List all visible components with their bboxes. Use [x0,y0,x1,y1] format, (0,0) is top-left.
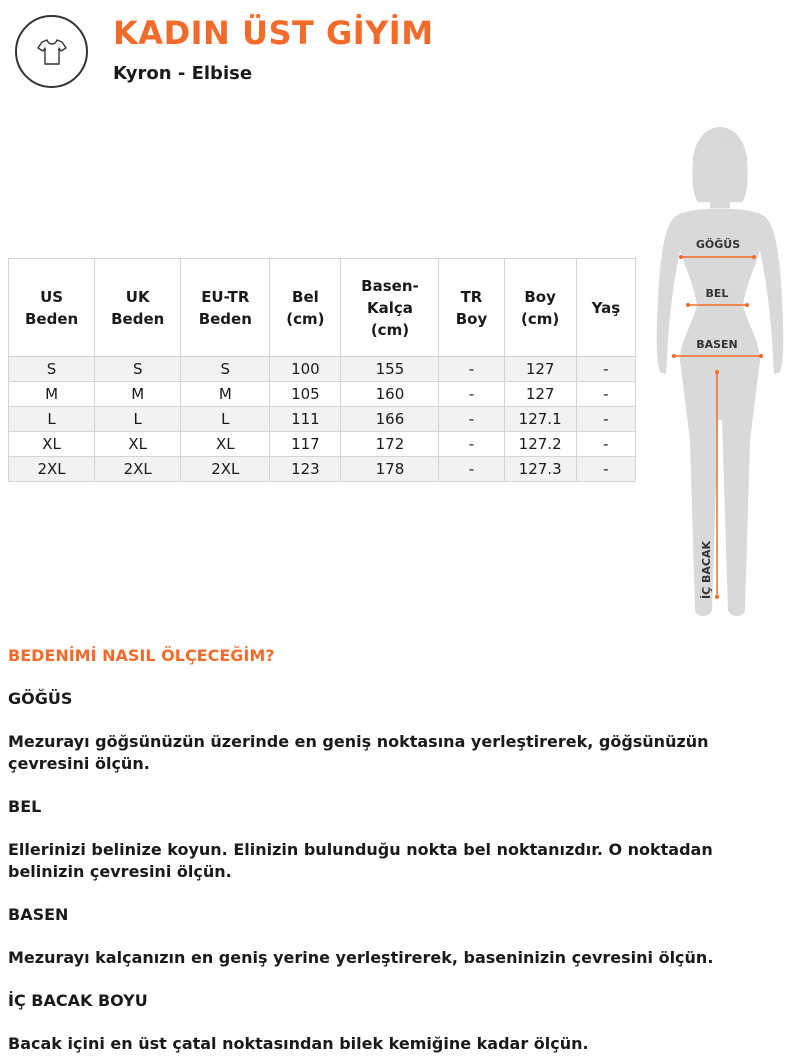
col-label: US [40,287,64,306]
table-cell: 160 [341,382,439,407]
col-hip [341,259,439,357]
product-name: Kyron - Elbise [113,63,253,84]
table-cell: - [576,382,635,407]
page-title: KADIN ÜST GİYİM [113,14,434,52]
guide-text-inseam: Bacak içini en üst çatal noktasından bilek kemiğine kadar ölçün. [8,1034,589,1053]
measurement-guide [8,640,792,1055]
table-cell: - [439,357,504,382]
col-label: Yaş [591,298,621,317]
col-eu-tr-size [181,259,270,357]
table-cell: 127.2 [504,432,576,457]
body-measurement-figure [650,120,790,625]
table-cell: - [576,407,635,432]
col-label: (cm) [521,309,560,328]
table-cell: - [576,457,635,482]
col-label: UK [125,287,150,306]
table-cell: 2XL [9,457,95,482]
col-label: (cm) [286,309,325,328]
table-cell: 127 [504,382,576,407]
col-label: Kalça [367,298,413,317]
table-cell: XL [181,432,270,457]
table-cell: M [95,382,181,407]
table-cell: - [439,407,504,432]
table-cell: 117 [270,432,341,457]
hip-label: BASEN [696,338,738,351]
table-cell: 127.1 [504,407,576,432]
guide-heading-chest: GÖĞÜS [8,689,73,708]
table-cell: 100 [270,357,341,382]
table-cell: S [181,357,270,382]
table-row [9,407,636,432]
guide-heading-hip: BASEN [8,905,69,924]
chest-label: GÖĞÜS [695,238,741,251]
col-length [504,259,576,357]
table-cell: - [439,457,504,482]
female-silhouette-icon [657,127,784,616]
size-table [8,258,636,482]
tshirt-icon-badge [15,15,88,88]
table-cell: 123 [270,457,341,482]
col-label: Bel [292,287,319,306]
guide-text-chest: Mezurayı göğsünüzün üzerinde en geniş noktasına yerleştirerek, göğsünüzün çevresini ölçün. [8,732,709,773]
col-label: (cm) [370,320,410,339]
col-label: Boy [524,287,556,306]
table-cell: 127 [504,357,576,382]
inseam-label: İÇ BACAK [700,540,713,600]
table-row [9,357,636,382]
waist-label: BEL [705,287,729,300]
table-cell: 178 [341,457,439,482]
table-cell: - [439,382,504,407]
table-cell: 2XL [181,457,270,482]
tshirt-icon [35,35,69,69]
table-cell: - [576,432,635,457]
table-cell: L [95,407,181,432]
table-header-row [9,259,636,357]
col-uk-size [95,259,181,357]
guide-text-hip: Mezurayı kalçanızın en geniş yerine yerleştirerek, baseninizin çevresini ölçün. [8,948,714,967]
table-cell: 166 [341,407,439,432]
table-cell: S [95,357,181,382]
table-cell: XL [9,432,95,457]
col-label: EU-TR [201,287,250,306]
table-cell: 105 [270,382,341,407]
table-cell: - [439,432,504,457]
col-label: TR [460,287,483,306]
col-us-size [9,259,95,357]
table-row [9,457,636,482]
col-age [576,259,635,357]
table-cell: M [9,382,95,407]
table-cell: XL [95,432,181,457]
table-cell: 111 [270,407,341,432]
table-cell: M [181,382,270,407]
table-cell: L [9,407,95,432]
table-cell: L [181,407,270,432]
col-label: Boy [455,309,488,328]
table-cell: 155 [341,357,439,382]
col-tr-height [439,259,504,357]
col-label: Basen- [361,276,419,295]
guide-text-waist: Ellerinizi belinize koyun. Elinizin bulunduğu nokta bel noktanızdır. O noktadan belinizin çevresini ölçün. [8,840,713,881]
guide-heading-waist: BEL [8,797,42,816]
col-label: Beden [24,309,79,328]
guide-title: BEDENİMİ NASIL ÖLÇECEĞİM? [8,646,275,665]
table-row [9,382,636,407]
table-cell: S [9,357,95,382]
table-cell: - [576,357,635,382]
col-label: Beden [111,309,165,328]
table-cell: 127.3 [504,457,576,482]
table-cell: 172 [341,432,439,457]
table-row [9,432,636,457]
guide-heading-inseam: İÇ BACAK BOYU [8,991,148,1010]
col-waist [270,259,341,357]
col-label: Beden [198,309,252,328]
table-cell: 2XL [95,457,181,482]
